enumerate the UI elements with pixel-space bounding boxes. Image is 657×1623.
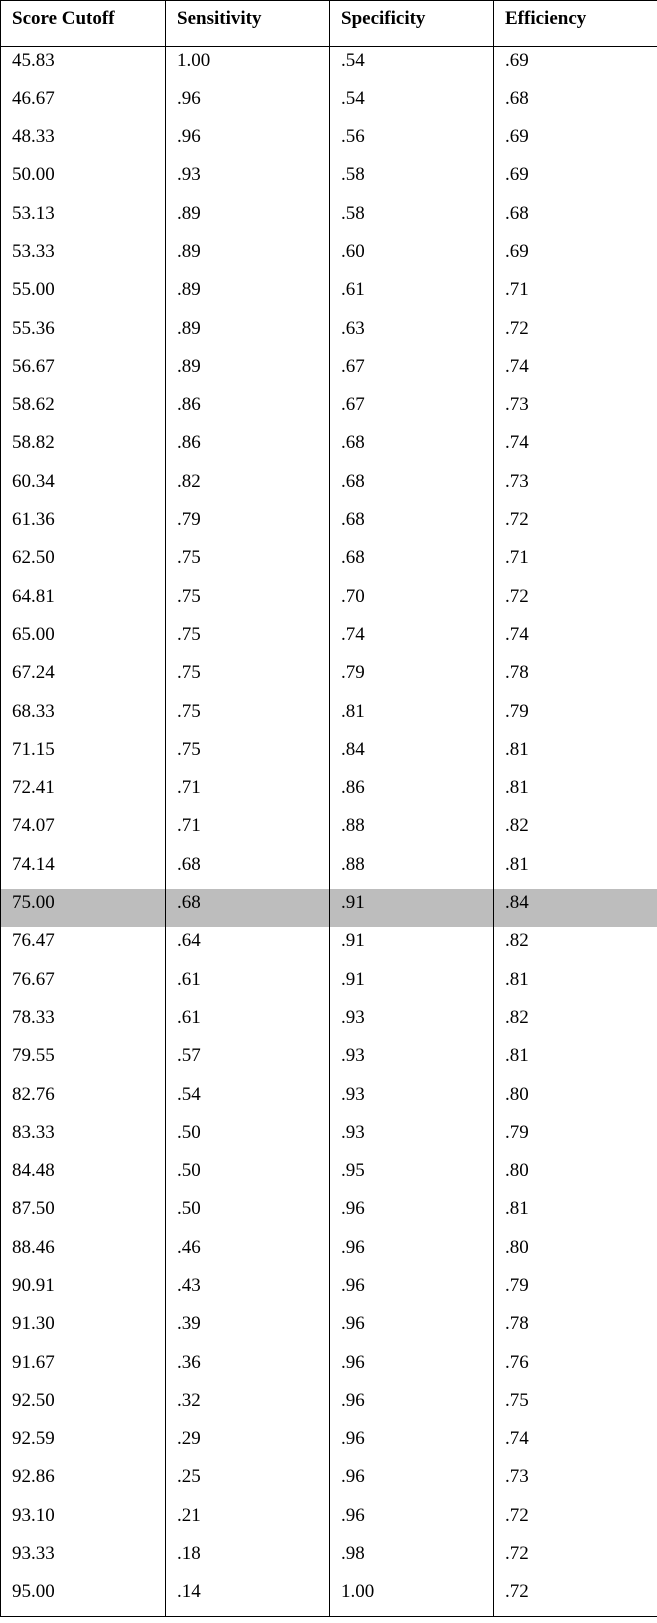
cell-efficiency: .69: [494, 123, 657, 161]
cell-sensitivity: .96: [166, 123, 330, 161]
cell-sensitivity: .89: [166, 238, 330, 276]
table-row: [1, 123, 657, 161]
table-row: [1, 47, 657, 85]
cell-score-cutoff: 64.81: [1, 583, 166, 621]
cell-score-cutoff: 83.33: [1, 1119, 166, 1157]
cell-efficiency: .74: [494, 429, 657, 467]
cell-sensitivity: .75: [166, 736, 330, 774]
cell-efficiency: .80: [494, 1081, 657, 1119]
cell-efficiency: .72: [494, 1502, 657, 1540]
table-row: [1, 659, 657, 697]
cell-score-cutoff: 88.46: [1, 1234, 166, 1272]
table-row: [1, 1081, 657, 1119]
cell-score-cutoff: 71.15: [1, 736, 166, 774]
cell-score-cutoff: 61.36: [1, 506, 166, 544]
cell-efficiency: .72: [494, 506, 657, 544]
cell-specificity: .68: [330, 429, 494, 467]
cell-efficiency: .69: [494, 47, 657, 85]
cell-specificity: .96: [330, 1310, 494, 1348]
cell-specificity: .96: [330, 1502, 494, 1540]
cell-efficiency: .78: [494, 659, 657, 697]
cell-efficiency: .69: [494, 161, 657, 199]
cell-sensitivity: .64: [166, 927, 330, 965]
cell-sensitivity: .89: [166, 200, 330, 238]
cell-efficiency: .79: [494, 698, 657, 736]
cell-specificity: .96: [330, 1425, 494, 1463]
cell-specificity: .58: [330, 200, 494, 238]
cell-efficiency: .68: [494, 200, 657, 238]
table-row: [1, 1157, 657, 1195]
table-row: [1, 698, 657, 736]
table-row: [1, 583, 657, 621]
cell-sensitivity: .86: [166, 391, 330, 429]
header-sensitivity: Sensitivity: [166, 1, 330, 47]
table-row: [1, 812, 657, 850]
cell-sensitivity: .29: [166, 1425, 330, 1463]
cell-score-cutoff: 48.33: [1, 123, 166, 161]
cell-efficiency: .81: [494, 1195, 657, 1233]
cell-specificity: .81: [330, 698, 494, 736]
cell-specificity: .70: [330, 583, 494, 621]
cell-score-cutoff: 74.14: [1, 851, 166, 889]
table-row: [1, 1042, 657, 1080]
cell-sensitivity: .18: [166, 1540, 330, 1578]
cell-specificity: .60: [330, 238, 494, 276]
cell-sensitivity: .46: [166, 1234, 330, 1272]
table-row: [1, 429, 657, 467]
cell-specificity: .93: [330, 1004, 494, 1042]
table-row: [1, 544, 657, 582]
header-score-cutoff: Score Cutoff: [1, 1, 166, 47]
table-row: [1, 85, 657, 123]
cell-sensitivity: .68: [166, 889, 330, 927]
cell-specificity: .98: [330, 1540, 494, 1578]
cell-efficiency: .79: [494, 1272, 657, 1310]
cell-sensitivity: .89: [166, 315, 330, 353]
cell-specificity: .96: [330, 1234, 494, 1272]
table-row: [1, 736, 657, 774]
cell-sensitivity: .75: [166, 544, 330, 582]
cell-efficiency: .73: [494, 1463, 657, 1501]
cell-score-cutoff: 76.47: [1, 927, 166, 965]
cell-score-cutoff: 58.62: [1, 391, 166, 429]
cell-sensitivity: .93: [166, 161, 330, 199]
cell-sensitivity: .86: [166, 429, 330, 467]
cell-score-cutoff: 82.76: [1, 1081, 166, 1119]
cell-score-cutoff: 56.67: [1, 353, 166, 391]
cell-specificity: .84: [330, 736, 494, 774]
cell-efficiency: .72: [494, 1540, 657, 1578]
table-row: [1, 238, 657, 276]
cell-score-cutoff: 58.82: [1, 429, 166, 467]
cell-specificity: .56: [330, 123, 494, 161]
cell-efficiency: .74: [494, 621, 657, 659]
table-row: [1, 1540, 657, 1578]
cell-specificity: .88: [330, 851, 494, 889]
cell-efficiency: .76: [494, 1349, 657, 1387]
cell-specificity: .68: [330, 544, 494, 582]
cell-efficiency: .75: [494, 1387, 657, 1425]
cell-specificity: .54: [330, 85, 494, 123]
cell-sensitivity: .71: [166, 812, 330, 850]
cell-score-cutoff: 92.50: [1, 1387, 166, 1425]
table-row: [1, 276, 657, 314]
header-efficiency: Efficiency: [494, 1, 657, 47]
table-row: [1, 506, 657, 544]
cell-efficiency: .81: [494, 1042, 657, 1080]
cell-score-cutoff: 93.33: [1, 1540, 166, 1578]
table-row: [1, 1578, 657, 1616]
cell-specificity: .61: [330, 276, 494, 314]
cell-specificity: .91: [330, 966, 494, 1004]
cell-score-cutoff: 67.24: [1, 659, 166, 697]
cell-efficiency: .81: [494, 851, 657, 889]
cell-sensitivity: .39: [166, 1310, 330, 1348]
header-specificity: Specificity: [330, 1, 494, 47]
table-row: [1, 851, 657, 889]
cell-score-cutoff: 72.41: [1, 774, 166, 812]
cell-score-cutoff: 92.59: [1, 1425, 166, 1463]
cell-sensitivity: .61: [166, 1004, 330, 1042]
cell-score-cutoff: 87.50: [1, 1195, 166, 1233]
cell-score-cutoff: 50.00: [1, 161, 166, 199]
cell-specificity: .74: [330, 621, 494, 659]
table-row: [1, 1425, 657, 1463]
cell-efficiency: .80: [494, 1234, 657, 1272]
cell-score-cutoff: 60.34: [1, 468, 166, 506]
cell-specificity: .58: [330, 161, 494, 199]
cell-efficiency: .82: [494, 927, 657, 965]
cell-sensitivity: .79: [166, 506, 330, 544]
cell-sensitivity: .96: [166, 85, 330, 123]
cell-specificity: .67: [330, 353, 494, 391]
cell-sensitivity: .50: [166, 1119, 330, 1157]
cell-sensitivity: .89: [166, 276, 330, 314]
cell-sensitivity: .21: [166, 1502, 330, 1540]
cell-sensitivity: .61: [166, 966, 330, 1004]
cell-sensitivity: .25: [166, 1463, 330, 1501]
cell-sensitivity: .82: [166, 468, 330, 506]
cell-sensitivity: .75: [166, 659, 330, 697]
cell-sensitivity: .36: [166, 1349, 330, 1387]
table-row: [1, 468, 657, 506]
cell-specificity: .68: [330, 468, 494, 506]
cell-efficiency: .68: [494, 85, 657, 123]
cell-specificity: .63: [330, 315, 494, 353]
cell-specificity: .96: [330, 1349, 494, 1387]
cell-sensitivity: .75: [166, 583, 330, 621]
cell-score-cutoff: 62.50: [1, 544, 166, 582]
cell-specificity: .91: [330, 889, 494, 927]
cell-score-cutoff: 76.67: [1, 966, 166, 1004]
cell-specificity: .96: [330, 1387, 494, 1425]
cell-sensitivity: .75: [166, 698, 330, 736]
cell-score-cutoff: 74.07: [1, 812, 166, 850]
table-row: [1, 1310, 657, 1348]
cell-score-cutoff: 53.33: [1, 238, 166, 276]
cell-specificity: .96: [330, 1195, 494, 1233]
cell-efficiency: .73: [494, 391, 657, 429]
table-body: [1, 47, 657, 1617]
cell-sensitivity: .89: [166, 353, 330, 391]
cell-efficiency: .78: [494, 1310, 657, 1348]
table-row: [1, 315, 657, 353]
cell-specificity: .93: [330, 1081, 494, 1119]
cell-efficiency: .74: [494, 1425, 657, 1463]
cell-score-cutoff: 65.00: [1, 621, 166, 659]
cell-specificity: .88: [330, 812, 494, 850]
table-row: [1, 200, 657, 238]
cell-efficiency: .72: [494, 315, 657, 353]
cell-efficiency: .80: [494, 1157, 657, 1195]
table-row: [1, 1272, 657, 1310]
table-row-highlighted: [1, 889, 657, 927]
table-row: [1, 966, 657, 1004]
cell-specificity: 1.00: [330, 1578, 494, 1616]
table-row: [1, 927, 657, 965]
cell-score-cutoff: 53.13: [1, 200, 166, 238]
cell-score-cutoff: 91.30: [1, 1310, 166, 1348]
cell-sensitivity: .57: [166, 1042, 330, 1080]
cell-sensitivity: .50: [166, 1195, 330, 1233]
cell-score-cutoff: 90.91: [1, 1272, 166, 1310]
cell-specificity: .54: [330, 47, 494, 85]
table-row: [1, 391, 657, 429]
table-header: [1, 1, 657, 47]
cell-specificity: .93: [330, 1119, 494, 1157]
cell-specificity: .67: [330, 391, 494, 429]
cell-score-cutoff: 45.83: [1, 47, 166, 85]
table-row: [1, 1349, 657, 1387]
table-row: [1, 621, 657, 659]
cell-efficiency: .82: [494, 812, 657, 850]
table-row: [1, 1234, 657, 1272]
cell-sensitivity: .68: [166, 851, 330, 889]
table-row: [1, 1195, 657, 1233]
cell-specificity: .91: [330, 927, 494, 965]
table-row: [1, 774, 657, 812]
cell-specificity: .96: [330, 1272, 494, 1310]
cell-specificity: .68: [330, 506, 494, 544]
cell-efficiency: .84: [494, 889, 657, 927]
cell-efficiency: .72: [494, 1578, 657, 1616]
cell-efficiency: .81: [494, 966, 657, 1004]
cell-score-cutoff: 93.10: [1, 1502, 166, 1540]
cell-sensitivity: 1.00: [166, 47, 330, 85]
cell-score-cutoff: 92.86: [1, 1463, 166, 1501]
table-row: [1, 1463, 657, 1501]
cell-efficiency: .79: [494, 1119, 657, 1157]
table-row: [1, 161, 657, 199]
cell-sensitivity: .71: [166, 774, 330, 812]
cell-efficiency: .71: [494, 544, 657, 582]
cell-score-cutoff: 75.00: [1, 889, 166, 927]
cell-score-cutoff: 79.55: [1, 1042, 166, 1080]
table-row: [1, 1502, 657, 1540]
table-row: [1, 1387, 657, 1425]
cell-score-cutoff: 55.00: [1, 276, 166, 314]
table-row: [1, 1004, 657, 1042]
cell-efficiency: .72: [494, 583, 657, 621]
cell-sensitivity: .50: [166, 1157, 330, 1195]
table-row: [1, 1119, 657, 1157]
cell-specificity: .86: [330, 774, 494, 812]
cell-specificity: .79: [330, 659, 494, 697]
header-row: [1, 1, 657, 47]
cell-specificity: .95: [330, 1157, 494, 1195]
cell-score-cutoff: 78.33: [1, 1004, 166, 1042]
cell-score-cutoff: 84.48: [1, 1157, 166, 1195]
cell-efficiency: .81: [494, 736, 657, 774]
cell-efficiency: .82: [494, 1004, 657, 1042]
cell-specificity: .93: [330, 1042, 494, 1080]
table-row: [1, 353, 657, 391]
cell-efficiency: .74: [494, 353, 657, 391]
cell-score-cutoff: 95.00: [1, 1578, 166, 1616]
cell-score-cutoff: 68.33: [1, 698, 166, 736]
cell-score-cutoff: 46.67: [1, 85, 166, 123]
cell-sensitivity: .54: [166, 1081, 330, 1119]
cell-score-cutoff: 91.67: [1, 1349, 166, 1387]
cell-score-cutoff: 55.36: [1, 315, 166, 353]
cell-specificity: .96: [330, 1463, 494, 1501]
cell-sensitivity: .32: [166, 1387, 330, 1425]
cell-sensitivity: .43: [166, 1272, 330, 1310]
cell-efficiency: .81: [494, 774, 657, 812]
cell-efficiency: .69: [494, 238, 657, 276]
cell-sensitivity: .75: [166, 621, 330, 659]
cell-efficiency: .73: [494, 468, 657, 506]
cell-efficiency: .71: [494, 276, 657, 314]
cell-sensitivity: .14: [166, 1578, 330, 1616]
